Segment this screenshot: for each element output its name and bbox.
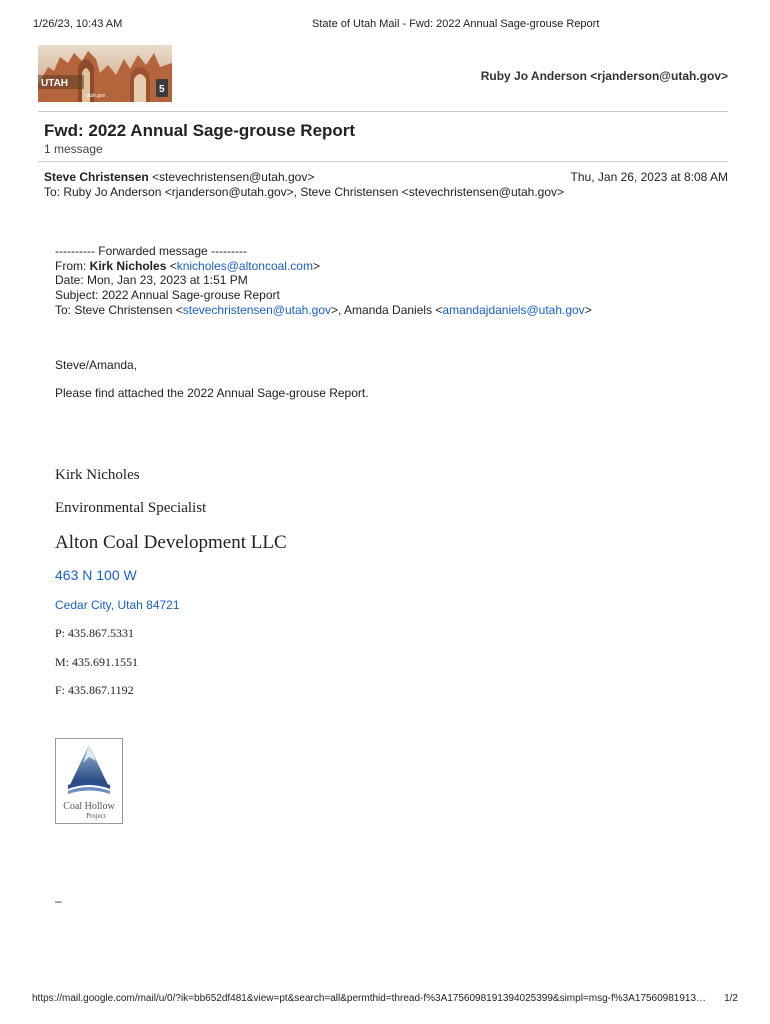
- forwarded-from-name: Kirk Nicholes: [89, 259, 167, 273]
- signature-mobile: M: 435.691.1551: [55, 655, 139, 669]
- coal-hollow-logo-subtext: Project: [86, 812, 106, 820]
- utah-logo-text: UTAH: [41, 78, 69, 89]
- thread-subject: Fwd: 2022 Annual Sage-grouse Report: [44, 121, 356, 140]
- signature-name: Kirk Nicholes: [55, 467, 140, 483]
- divider: [38, 111, 728, 112]
- forwarded-to-mid: >, Amanda Daniels <: [331, 303, 443, 317]
- signature-dash: –: [55, 894, 62, 908]
- account-user: Ruby Jo Anderson <rjanderson@utah.gov>: [480, 69, 728, 83]
- sender-name: Steve Christensen: [44, 170, 149, 184]
- forwarded-from-label: From:: [55, 259, 90, 273]
- divider: [38, 161, 728, 162]
- message-count: 1 message: [44, 142, 103, 156]
- forwarded-to-close: >: [584, 303, 592, 317]
- utah-gov-logo: [38, 45, 172, 102]
- message-recipients: To: Ruby Jo Anderson <rjanderson@utah.gov>, Steve Christensen <stevechristensen@utah.gov>: [44, 185, 565, 199]
- sender-email: <stevechristensen@utah.gov>: [152, 170, 315, 184]
- signature-phone: P: 435.867.5331: [55, 626, 135, 640]
- forwarded-to: [55, 303, 592, 317]
- print-page-number: 1/2: [724, 993, 738, 1004]
- signature-company: Alton Coal Development LLC: [55, 532, 287, 553]
- body-greeting: Steve/Amanda,: [55, 358, 138, 372]
- coal-hollow-logo-text: Coal Hollow: [63, 801, 115, 812]
- forwarded-to-label: To: Steve Christensen <: [55, 303, 183, 317]
- message-sender: [44, 170, 314, 184]
- body-text: Please find attached the 2022 Annual Sage-grouse Report.: [55, 386, 369, 400]
- print-document-title: State of Utah Mail - Fwd: 2022 Annual Sage-grouse Report: [312, 18, 600, 30]
- print-datetime: 1/26/23, 10:43 AM: [33, 18, 123, 30]
- forwarded-date: Date: Mon, Jan 23, 2023 at 1:51 PM: [55, 273, 248, 287]
- signature-fax: F: 435.867.1192: [55, 683, 134, 697]
- forwarded-from-close: >: [312, 259, 320, 273]
- forwarded-from-open: <: [166, 259, 177, 273]
- coal-hollow-logo: [55, 738, 123, 824]
- forwarded-to-email-link-1[interactable]: stevechristensen@utah.gov: [182, 303, 331, 317]
- forwarded-divider: ---------- Forwarded message ---------: [55, 244, 247, 258]
- signature-title: Environmental Specialist: [55, 500, 207, 516]
- utah-gov-logo-text: utah.gov: [86, 93, 106, 99]
- forwarded-to-email-link-2[interactable]: amandajdaniels@utah.gov: [442, 303, 585, 317]
- forwarded-subject: Subject: 2022 Annual Sage-grouse Report: [55, 288, 280, 302]
- forwarded-from: [55, 259, 320, 273]
- message-date: Thu, Jan 26, 2023 at 8:08 AM: [570, 170, 728, 184]
- forwarded-from-email-link[interactable]: knicholes@altoncoal.com: [176, 259, 313, 273]
- signature-address-link[interactable]: 463 N 100 W: [55, 567, 137, 583]
- logo-badge-text: 5: [159, 84, 165, 95]
- print-footer-url: https://mail.google.com/mail/u/0/?ik=bb652df481&view=pt&search=all&permthid=thread-f%3A1756098191394025399&simpl=msg-f%3A17560981913…: [32, 993, 707, 1004]
- signature-city-link[interactable]: Cedar City, Utah 84721: [55, 598, 180, 612]
